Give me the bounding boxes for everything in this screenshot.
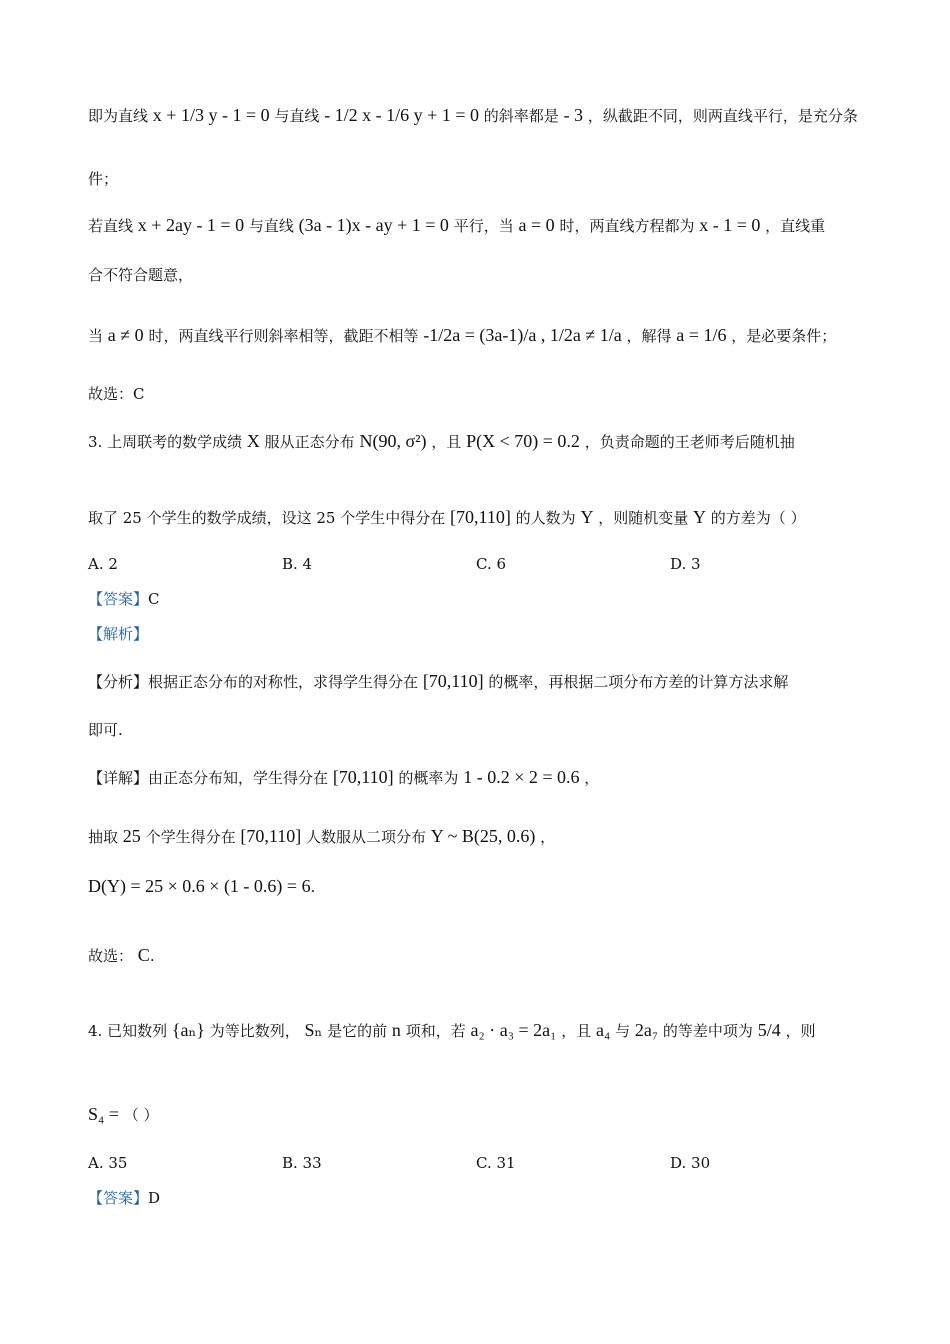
paragraph-line (88, 324, 864, 347)
option-c: C. 6 (476, 555, 507, 573)
text: 抽取 (88, 828, 119, 846)
math-expression: (3a - 1)x - ay + 1 = 0 (298, 215, 449, 235)
math-expression: 2a₇ (634, 1020, 659, 1040)
text: 平行，当 (453, 217, 514, 235)
text: 个学生得分在 (145, 828, 236, 846)
option-d: D. 30 (670, 1154, 711, 1172)
text: ，且 (431, 433, 462, 451)
math-expression: X (246, 431, 260, 451)
text: 故选：C (88, 385, 145, 403)
math-expression: D(Y) = 25 × 0.6 × (1 - 0.6) = 6 (88, 876, 311, 896)
math-expression: 5/4 (757, 1020, 781, 1040)
solution-line (88, 825, 864, 848)
option-a: A. 35 (88, 1154, 128, 1172)
paragraph-line (88, 383, 864, 405)
math-expression: 25 (122, 826, 141, 846)
math-expression: {aₙ} (171, 1020, 205, 1040)
math-expression: a = 0 (518, 215, 555, 235)
analysis-line (88, 670, 864, 693)
text: ， (584, 769, 600, 787)
text: 即为直线 (88, 107, 149, 125)
text: 为等比数列， (209, 1022, 300, 1040)
analysis-heading (88, 623, 864, 645)
text: ，解得 (626, 327, 672, 345)
text: 与直线 (248, 217, 294, 235)
analysis-sub-tag: 【分析】 (88, 673, 149, 691)
paragraph-line (88, 264, 864, 286)
math-expression: - 3 (563, 105, 584, 125)
answer-tag: 【答案】 (88, 1189, 149, 1207)
paragraph-line (88, 104, 864, 127)
text: ，直线重 (765, 217, 826, 235)
answer-value: C (148, 590, 160, 608)
text: 人数服从二项分布 (305, 828, 426, 846)
text: 4. 已知数列 (88, 1022, 168, 1040)
math-expression: Y (580, 507, 594, 527)
math-expression: x + 2ay - 1 = 0 (137, 215, 245, 235)
text: ，且 (561, 1022, 592, 1040)
math-expression: [70,110] (240, 826, 302, 846)
option-b: B. 4 (282, 555, 313, 573)
math-expression: a ≠ 0 (107, 325, 144, 345)
text: 当 (88, 327, 104, 345)
math-expression: [70,110] (450, 507, 511, 527)
answer-line (88, 1187, 864, 1209)
text: 服从正态分布 (264, 433, 355, 451)
answer-line (88, 588, 864, 610)
text: 3. 上周联考的数学成绩 (88, 433, 243, 451)
solution-line (88, 944, 864, 967)
text: （ ） (123, 1106, 159, 1124)
text: 由正态分布知，学生得分在 (148, 769, 329, 787)
text: . (149, 947, 155, 965)
option-b: B. 33 (282, 1154, 322, 1172)
text: 的概率，再根据二项分布方差的计算方法求解 (488, 673, 789, 691)
text: 时，两直线方程都为 (559, 217, 695, 235)
text: ，负责命题的王老师考后随机抽 (584, 433, 795, 451)
text: 故选： (88, 947, 134, 965)
math-expression: [70,110] (332, 767, 394, 787)
paragraph-line (88, 214, 864, 237)
math-expression: Y ~ B(25, 0.6) (430, 826, 536, 846)
math-expression: x + 1/3 y - 1 = 0 (152, 105, 270, 125)
text: 即可. (88, 721, 123, 739)
analysis-tag: 【解析】 (88, 625, 149, 643)
text: 的人数为 (515, 509, 576, 527)
math-expression: 1 - 0.2 × 2 = 0.6 (463, 767, 580, 787)
math-expression: N(90, σ²) (359, 431, 427, 451)
question-3-stem (88, 506, 864, 529)
text: 的等差中项为 (662, 1022, 753, 1040)
text: ， (540, 828, 556, 846)
text: ，则随机变量 (598, 509, 689, 527)
math-expression: a₄ (596, 1020, 611, 1040)
math-expression: S₄ = (88, 1104, 119, 1124)
math-expression: P(X < 70) = 0.2 (466, 431, 580, 451)
solution-line (88, 875, 864, 898)
option-d: D. 3 (670, 555, 701, 573)
paragraph-line (88, 168, 864, 190)
analysis-line (88, 719, 864, 741)
math-expression: n (391, 1020, 401, 1040)
math-expression: x - 1 = 0 (699, 215, 761, 235)
answer-value: D (148, 1189, 161, 1207)
text: 项和，若 (405, 1022, 466, 1040)
math-expression: - 1/2 x - 1/6 y + 1 = 0 (324, 105, 479, 125)
math-expression: [70,110] (422, 671, 484, 691)
text: 是它的前 (327, 1022, 388, 1040)
text: 取了 25 个学生的数学成绩，设这 25 个学生中得分在 (88, 509, 446, 527)
detail-tag: 【详解】 (88, 769, 149, 787)
option-a: A. 2 (88, 555, 118, 573)
question-4-stem (88, 1019, 864, 1042)
question-3-stem (88, 430, 864, 453)
math-expression: Y (693, 507, 707, 527)
text: 的方差为（ ） (710, 509, 806, 527)
text: 的斜率都是 (483, 107, 559, 125)
math-expression: a = 1/6 (676, 325, 727, 345)
question-4-stem (88, 1103, 864, 1126)
text: 件； (88, 170, 119, 188)
text: 的概率为 (398, 769, 459, 787)
text: . (310, 878, 316, 896)
text: ，是必要条件； (731, 327, 837, 345)
answer-tag: 【答案】 (88, 590, 149, 608)
text: 根据正态分布的对称性，求得学生得分在 (148, 673, 419, 691)
text: 时，两直线平行则斜率相等，截距不相等 (148, 327, 419, 345)
text: 与直线 (274, 107, 320, 125)
math-expression: Sₙ (304, 1020, 323, 1040)
math-expression: -1/2a = (3a-1)/a , 1/2a ≠ 1/a (423, 325, 622, 345)
text: 若直线 (88, 217, 134, 235)
text: ，则 (785, 1022, 816, 1040)
math-expression: C (137, 945, 150, 965)
option-c: C. 31 (476, 1154, 516, 1172)
solution-line (88, 766, 864, 789)
text: 合不符合题意， (88, 266, 194, 284)
text: ，纵截距不同，则两直线平行，是充分条 (587, 107, 858, 125)
math-expression: a₂ · a₃ = 2a₁ (470, 1020, 557, 1040)
text: 与 (615, 1022, 631, 1040)
